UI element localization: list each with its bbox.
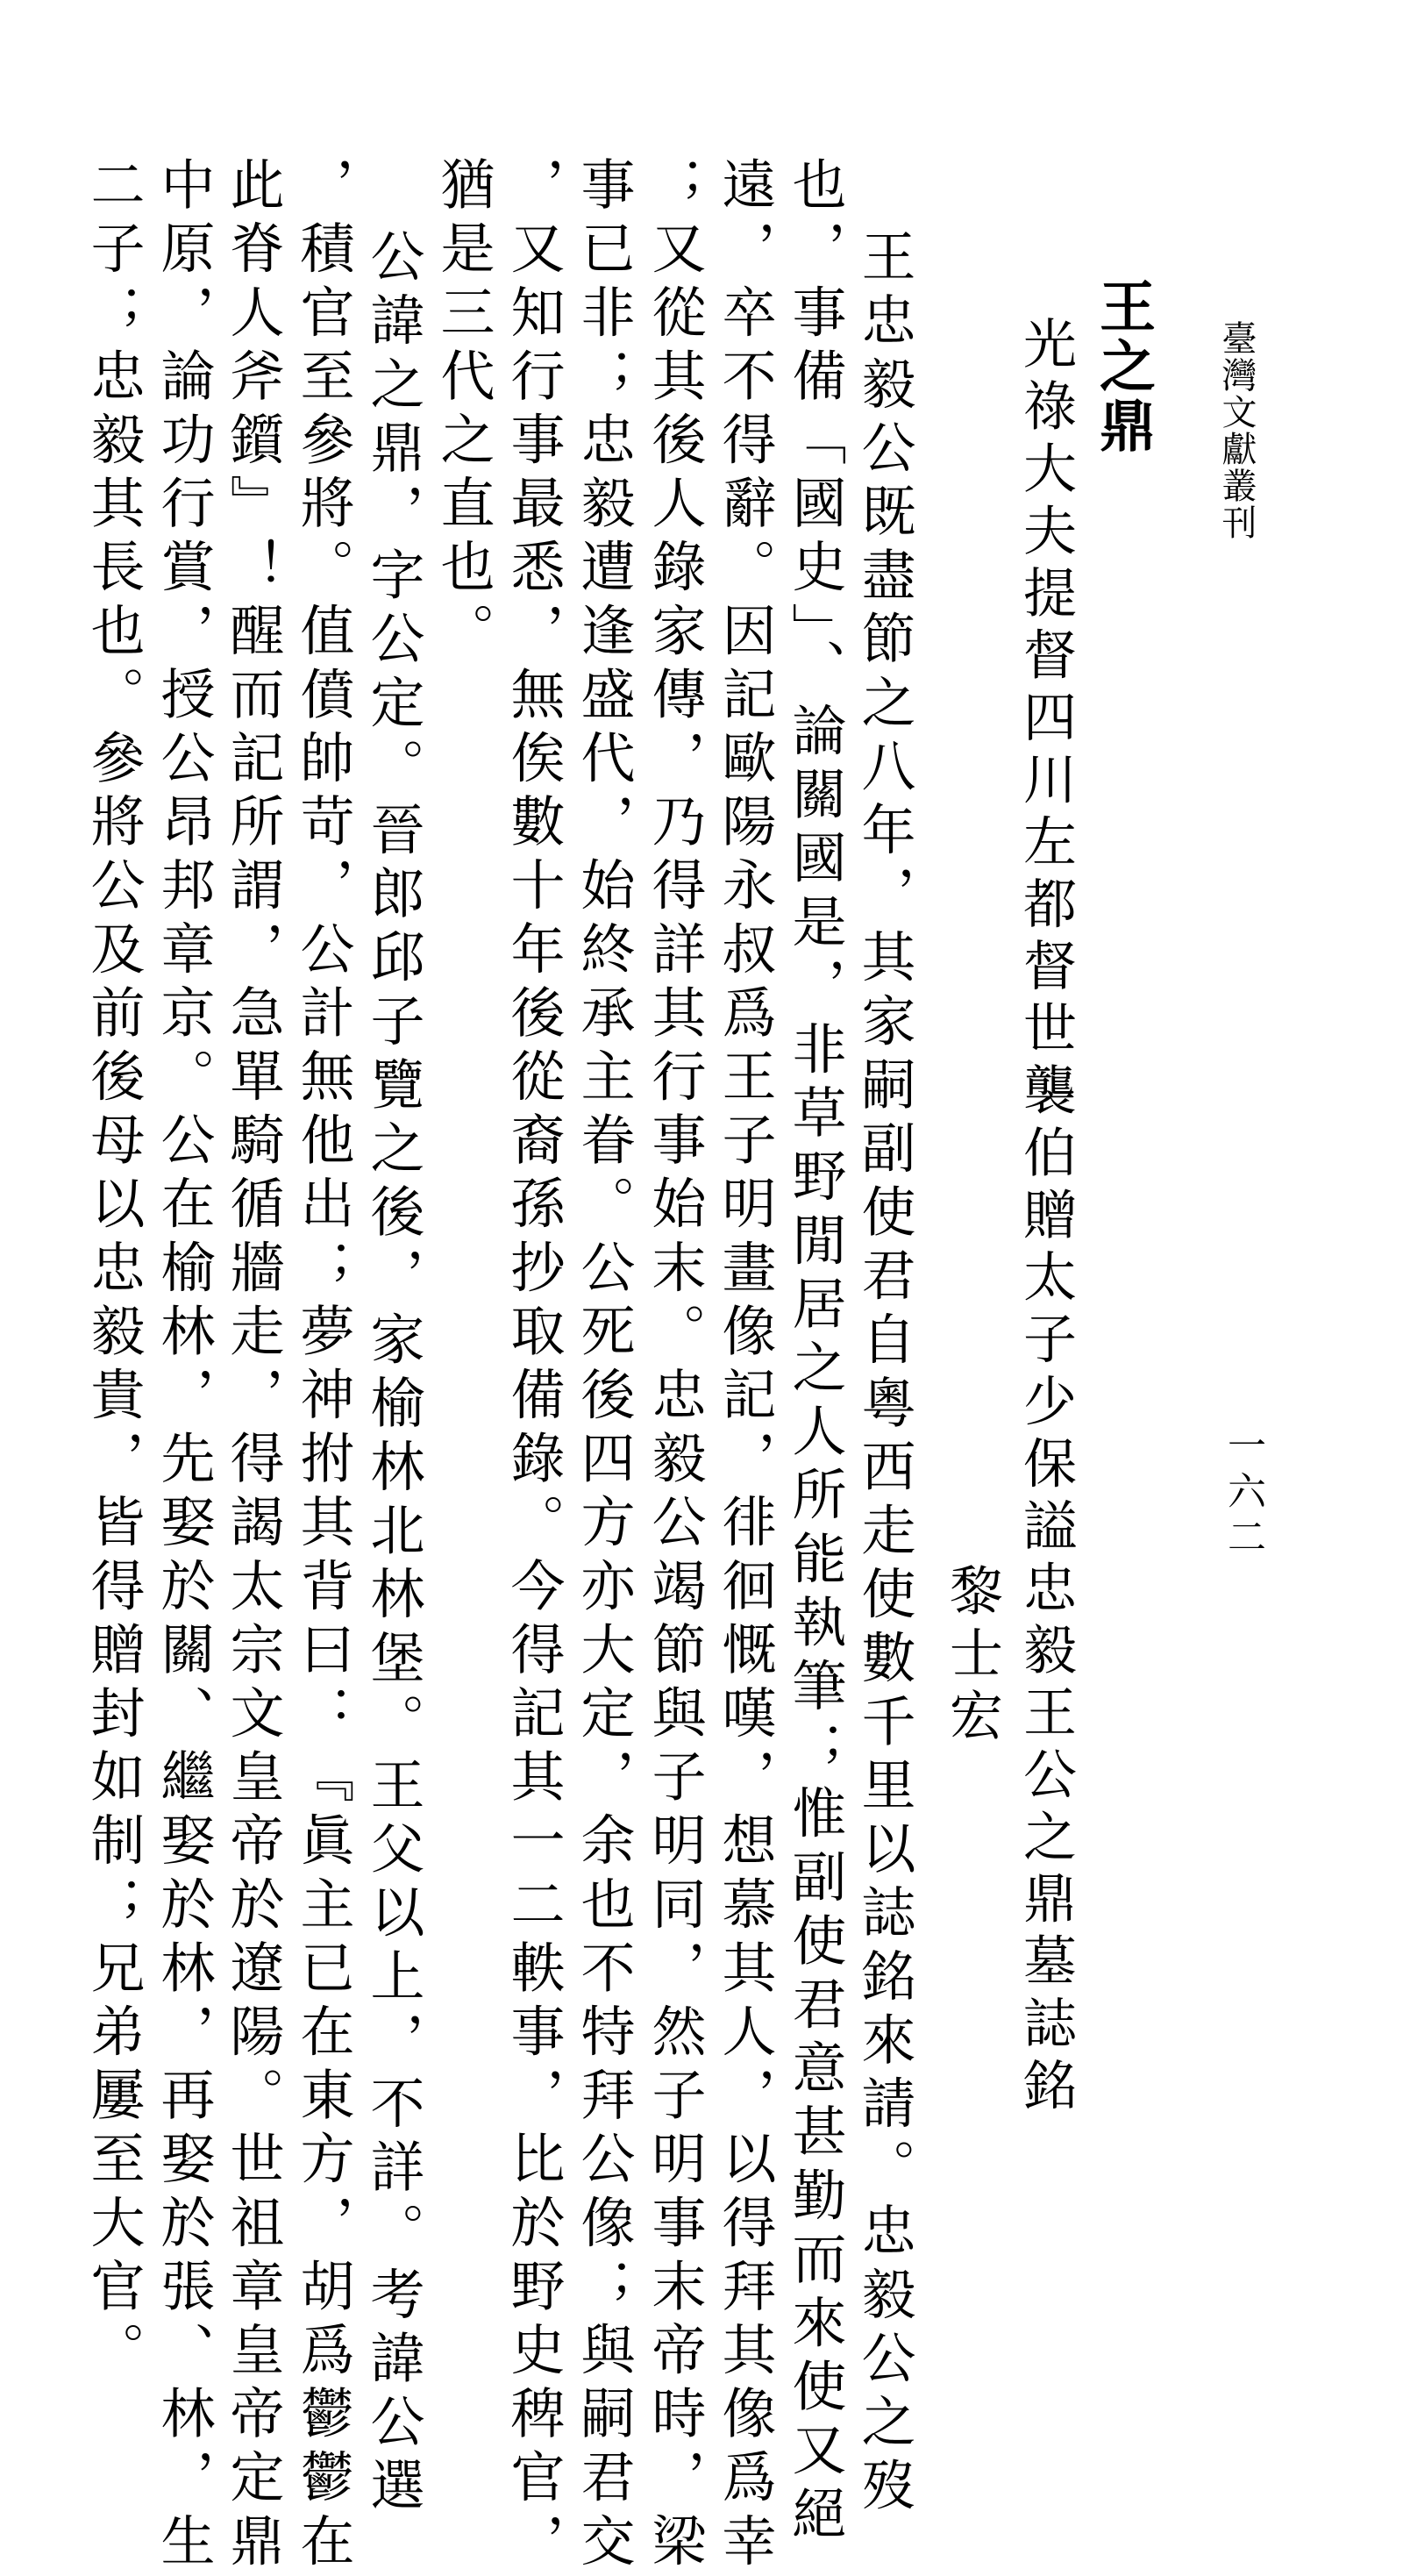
body-column-8: 公諱之鼎，字公定。晉郎邱子覽之後，家榆林北林堡。王父以上，不詳。考諱公選 (361, 228, 425, 2521)
author-name: 黎士宏 (941, 1563, 1003, 1750)
body-column-1: 王忠毅公既盡節之八年，其家嗣副使君自粵西走使數千里以誌銘來請。忠毅公之歿 (852, 228, 916, 2521)
body-column-3: 遠，卒不得辭。因記歐陽永叔爲王子明畫像記，徘徊慨嘆，想慕其人，以得拜其像爲幸 (713, 156, 777, 2576)
body-column-10: 此脊人斧鑕』！醒而記所謂，急單騎循牆走，得謁太宗文皇帝於遼陽。世祖章皇帝定鼎 (221, 156, 285, 2576)
body-column-4: ；又從其後人錄家傳，乃得詳其行事始末。忠毅公竭節與子明同，然子明事末帝時，梁 (643, 156, 707, 2576)
body-column-11: 中原，論功行賞，授公昂邦章京。公在榆林，先娶於關、繼娶於林，再娶於張、林，生 (152, 156, 216, 2576)
body-column-6: ，又知行事最悉，無俟數十年後從裔孫抄取備錄。今得記其一二軼事，比於野史稗官， (502, 156, 566, 2576)
page-number: 一六二 (1221, 1425, 1265, 1562)
body-column-12: 二子；忠毅其長也。參將公及前後母以忠毅貴，皆得贈封如制；兄弟屢至大官。 (82, 156, 146, 2385)
body-column-7: 猶是三代之直也。 (431, 156, 495, 666)
body-column-5: 事已非；忠毅遭逢盛代，始終承主眷。公死後四方亦大定，余也不特拜公像；與嗣君交 (572, 156, 636, 2576)
epitaph-title: 光祿大夫提督四川左都督世襲伯贈太子少保謚忠毅王公之鼎墓誌銘 (1015, 316, 1077, 2120)
section-title: 王之鼎 (1090, 277, 1156, 456)
series-title: 臺灣文獻叢刊 (1216, 320, 1257, 541)
body-column-9: ，積官至參將。值僨帥苛，公計無他出；夢神拊其背曰：『眞主已在東方，胡爲鬱鬱在 (291, 156, 355, 2576)
body-column-2: 也，事備「國史」、論關國是，非草野閒居之人所能執筆；惟副使君意甚勤而來使又絕 (783, 156, 847, 2549)
